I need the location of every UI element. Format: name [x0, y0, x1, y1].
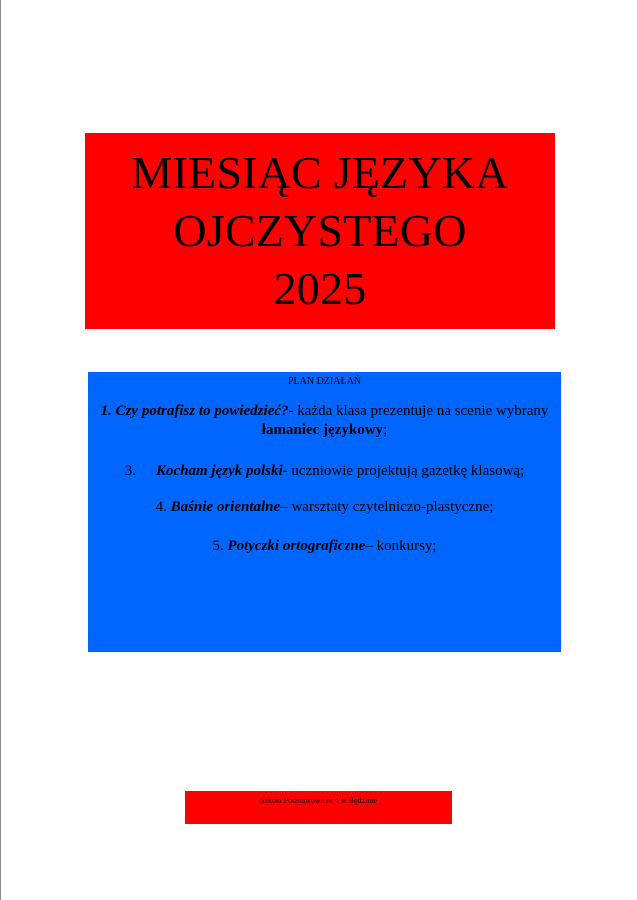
plan-item-5-text: – konkursy; — [365, 538, 437, 554]
footer-school-name: Szkoła Podstawowa nr 4 w Będzinie — [259, 796, 378, 805]
title-banner — [85, 133, 555, 329]
plan-item-1-title: Czy potrafisz to powiedzieć?- — [115, 403, 294, 419]
plan-item-5-title: Potyczki ortograficzne — [227, 538, 366, 554]
plan-heading: PLAN DZIAŁAŃ — [287, 376, 362, 387]
plan-item-3-title: Kocham język polski- — [156, 463, 288, 479]
title-line-3: 2025 — [273, 263, 367, 314]
plan-panel — [88, 372, 561, 652]
plan-item-4 — [88, 498, 561, 517]
plan-item-5-number: 5. — [212, 538, 224, 554]
title-line-1: MIESIĄC JĘZYKA — [131, 147, 509, 198]
plan-item-1 — [88, 402, 561, 440]
plan-item-3 — [88, 462, 561, 481]
plan-item-1-number: 1. — [100, 403, 112, 419]
plan-item-4-title: Baśnie orientalne — [170, 499, 281, 515]
plan-item-4-text: – warsztaty czytelniczo-plastyczne; — [280, 499, 494, 515]
plan-item-1-suffix: ; — [383, 422, 388, 438]
footer-banner — [185, 791, 452, 824]
plan-item-4-number: 4. — [155, 499, 167, 515]
title-line-2: OJCZYSTEGO — [173, 205, 467, 256]
plan-item-1-text: każda klasa prezentuje na scenie wybrany — [297, 403, 549, 419]
plan-item-5 — [88, 537, 561, 556]
plan-item-3-text: uczniowie projektują gazetkę klasową; — [291, 463, 525, 479]
plan-item-1-bold-term: łamaniec językowy — [261, 422, 384, 438]
plan-item-3-number: 3. — [124, 463, 136, 479]
page-left-border — [0, 0, 1, 900]
